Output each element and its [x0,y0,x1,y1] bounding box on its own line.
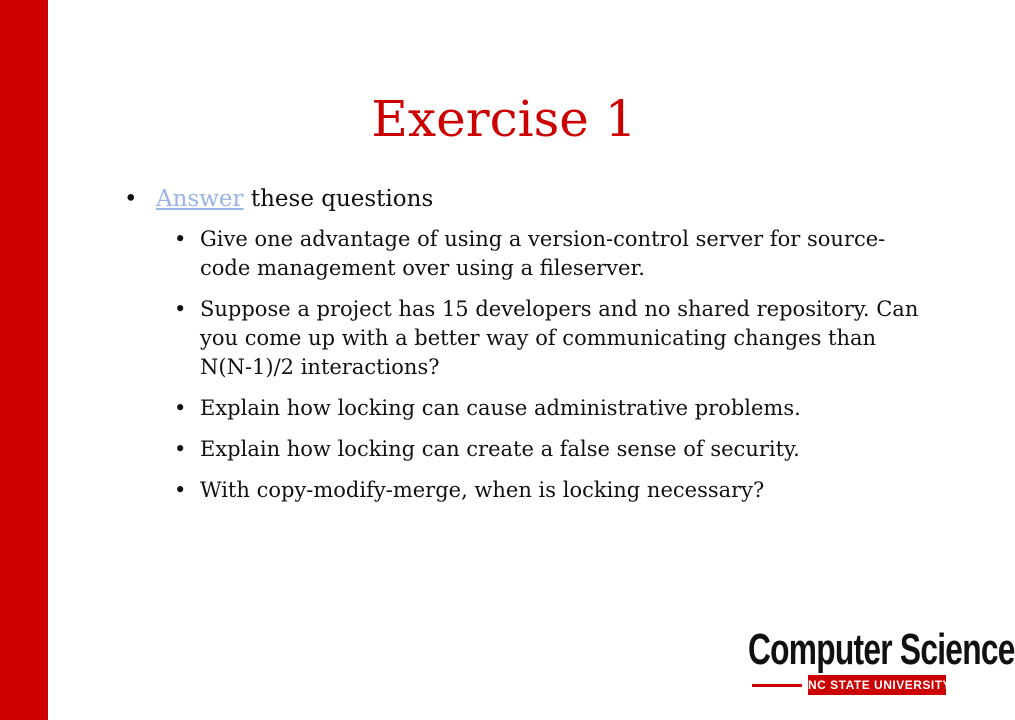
logo-university-badge: NC STATE UNIVERSITY [808,675,946,695]
main-bullet [118,183,938,215]
answer-link[interactable]: Answer [156,186,244,212]
question-text: Suppose a project has 15 developers and no shared repository. Can you come up with a better way of communicating changes than N(N-1)/2 interactions? [200,297,919,379]
main-bullet-text: these questions [243,186,434,212]
computer-science-logo [748,622,1015,706]
question-item [162,476,930,505]
question-text: Explain how locking can create a false sense of security. [200,437,800,461]
logo-red-rule [752,684,802,687]
slide-title: Exercise 1 [371,90,637,148]
bullet-icon: • [174,478,187,502]
bullet-icon: • [174,437,187,461]
red-side-bar [0,0,48,720]
logo-wordmark: Computer Science [748,625,1015,674]
question-item [162,225,930,283]
question-text: With copy-modify-merge, when is locking necessary? [200,478,765,502]
question-text: Give one advantage of using a version-control server for source-code management over using a fileserver. [200,227,886,280]
question-item [162,435,930,464]
slide-content [118,183,938,517]
question-item [162,295,930,382]
question-item [162,394,930,423]
bullet-icon: • [174,297,187,321]
bullet-icon: • [124,186,138,212]
question-list [162,225,938,505]
bullet-icon: • [174,396,187,420]
question-text: Explain how locking can cause administrative problems. [200,396,801,420]
bullet-icon: • [174,227,187,251]
